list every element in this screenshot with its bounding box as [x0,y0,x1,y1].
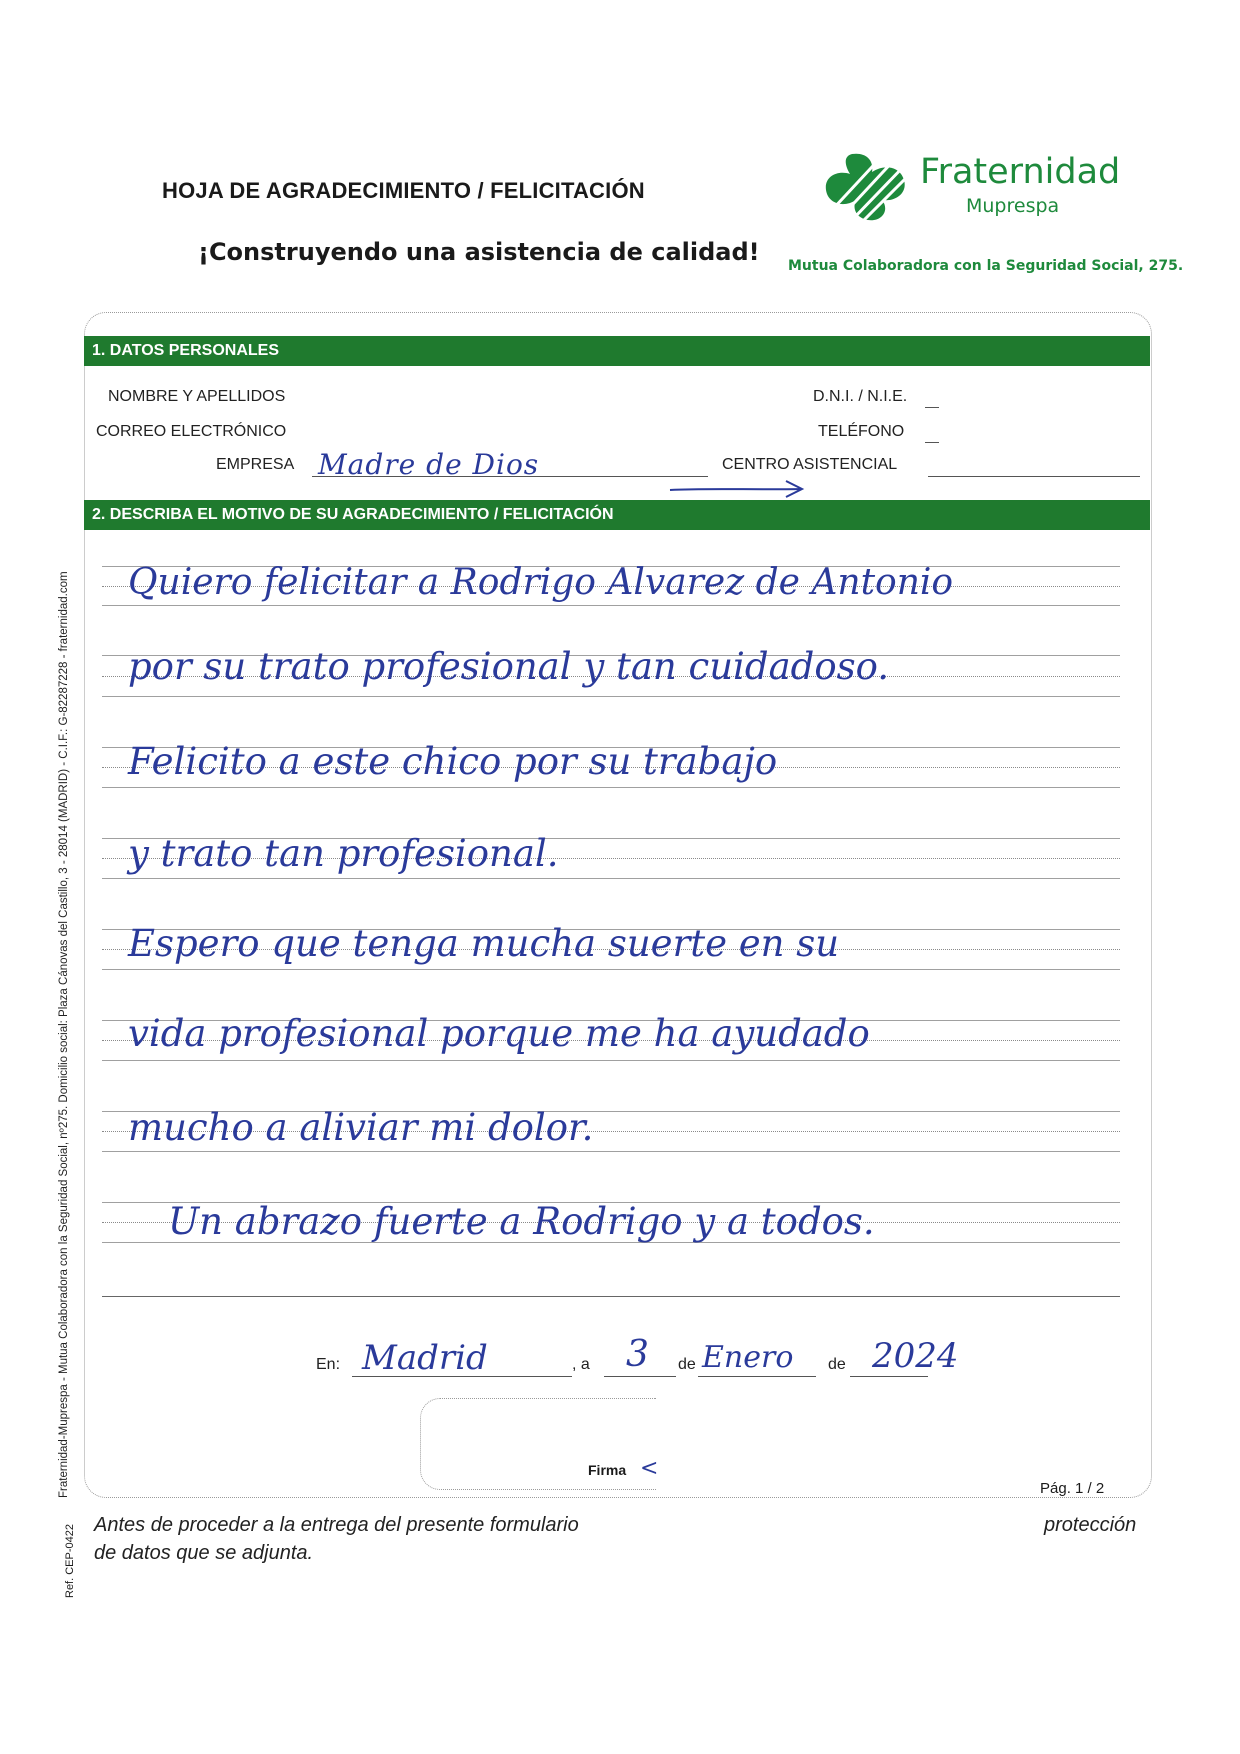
message-line: Un abrazo fuerte a Rodrigo y a todos. [168,1200,875,1243]
message-line: Felicito a este chico por su trabajo [128,740,778,783]
form-frame [84,312,1152,1498]
arrow-icon [668,478,808,500]
footer-line1-end: protección [1044,1514,1137,1536]
de-label: de [828,1356,846,1373]
signature-mark: < [640,1456,659,1481]
month-field[interactable] [698,1376,816,1377]
section-personal-data-heading: 1. DATOS PERSONALES [84,336,1150,366]
footer-line2: de datos que se adjunta. [94,1542,314,1564]
message-line: mucho a aliviar mi dolor. [128,1106,594,1149]
mutua-tagline: Mutua Colaboradora con la Seguridad Social, 275. [788,258,1184,274]
nombre-label: NOMBRE Y APELLIDOS [108,388,286,405]
page-number: Pág. 1 / 2 [1040,1480,1105,1497]
centro-label: CENTRO ASISTENCIAL [722,456,898,473]
document-title: HOJA DE AGRADECIMIENTO / FELICITACIÓN [162,178,645,203]
correo-label: CORREO ELECTRÓNICO [96,423,287,440]
empresa-label: EMPRESA [216,456,295,473]
de-label: de [678,1356,696,1373]
fraternidad-logo-icon [822,150,914,222]
firma-label: Firma [588,1462,627,1478]
telefono-field[interactable] [925,442,939,443]
message-line: Espero que tenga mucha suerte en su [128,922,840,965]
message-line: Quiero felicitar a Rodrigo Alvarez de Antonio [128,562,954,603]
a-label: , a [572,1356,590,1373]
dni-label: D.N.I. / N.I.E. [813,388,908,405]
form-reference: Ref. CEP-0422 [64,1524,76,1598]
legal-sidebar: Fraternidad-Muprespa - Mutua Colaboradora con la Seguridad Social, nº275. Domicilio social: Plaza Cánovas del Castillo, 3 - 28014 (MADRID) - C.I.F.: G-82287228 - fraternidad.com [58,571,70,1498]
message-line: por su trato profesional y tan cuidadoso. [128,645,889,688]
centro-field[interactable] [928,476,1140,477]
section-reason-heading: 2. DESCRIBA EL MOTIVO DE SU AGRADECIMIENTO / FELICITACIÓN [84,500,1150,530]
empresa-value: Madre de Dios [318,448,540,481]
message-line: y trato tan profesional. [128,832,559,875]
day-field[interactable] [604,1376,676,1377]
telefono-label: TELÉFONO [818,423,905,440]
year-field[interactable] [850,1376,928,1377]
brand-name: Fraternidad [920,152,1121,192]
en-label: En: [316,1356,341,1373]
document-subtitle: ¡Construyendo una asistencia de calidad! [198,238,760,266]
dni-field[interactable] [925,407,939,408]
message-line: vida profesional porque me ha ayudado [128,1012,870,1055]
year-value: 2024 [872,1336,959,1376]
day-value: 3 [626,1334,649,1375]
city-value: Madrid [362,1338,488,1378]
brand-subname: Muprespa [966,195,1060,217]
month-value: Enero [702,1340,794,1375]
footer-line1: Antes de proceder a la entrega del presente formulario [94,1514,579,1536]
